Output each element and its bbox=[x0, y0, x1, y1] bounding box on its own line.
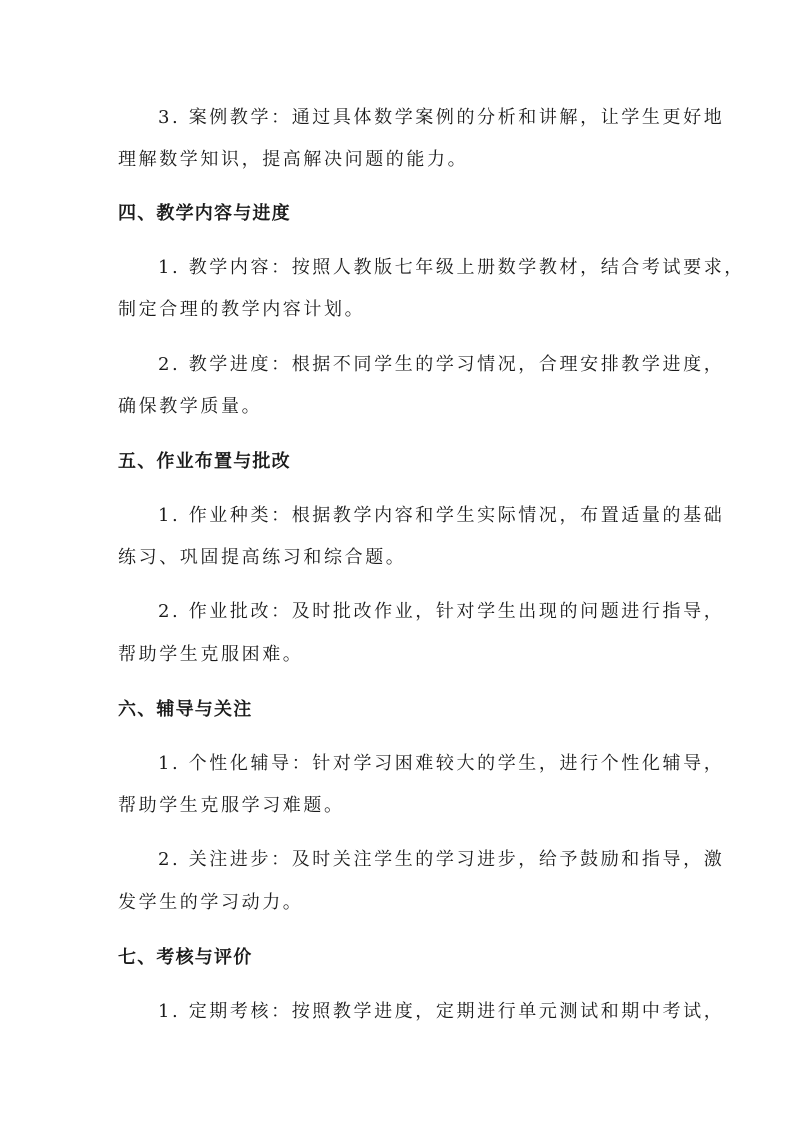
paragraph-line: 制定合理的教学内容计划。 bbox=[118, 299, 366, 320]
paragraph-line: 发学生的学习动力。 bbox=[118, 892, 304, 913]
section-heading: 六、辅导与关注 bbox=[118, 699, 253, 720]
paragraph-line: 2. 教学进度：根据不同学生的学习情况，合理安排教学进度， bbox=[158, 354, 725, 375]
paragraph-line: 帮助学生克服学习难题。 bbox=[118, 795, 345, 816]
paragraph-line: 2. 关注进步：及时关注学生的学习进步，给予鼓励和指导，激 bbox=[158, 849, 725, 870]
paragraph-line: 确保教学质量。 bbox=[118, 396, 263, 417]
paragraph-line: 1. 作业种类：根据教学内容和学生实际情况，布置适量的基础 bbox=[158, 505, 725, 526]
paragraph-line: 2. 作业批改：及时批改作业，针对学生出现的问题进行指导， bbox=[158, 601, 725, 622]
paragraph-line: 1. 定期考核：按照教学进度，定期进行单元测试和期中考试， bbox=[158, 1001, 725, 1022]
section-heading: 五、作业布置与批改 bbox=[118, 451, 291, 472]
paragraph-line: 1. 个性化辅导：针对学习困难较大的学生，进行个性化辅导， bbox=[158, 753, 725, 774]
paragraph-line: 理解数学知识，提高解决问题的能力。 bbox=[118, 149, 469, 170]
paragraph-line: 帮助学生克服困难。 bbox=[118, 644, 304, 665]
section-heading: 四、教学内容与进度 bbox=[118, 203, 291, 224]
paragraph-line: 1. 教学内容：按照人教版七年级上册数学教材，结合考试要求， bbox=[158, 257, 745, 278]
section-heading: 七、考核与评价 bbox=[118, 947, 253, 968]
paragraph-line: 练习、巩固提高练习和综合题。 bbox=[118, 547, 407, 568]
paragraph-line: 3. 案例教学：通过具体数学案例的分析和讲解，让学生更好地 bbox=[158, 107, 725, 128]
